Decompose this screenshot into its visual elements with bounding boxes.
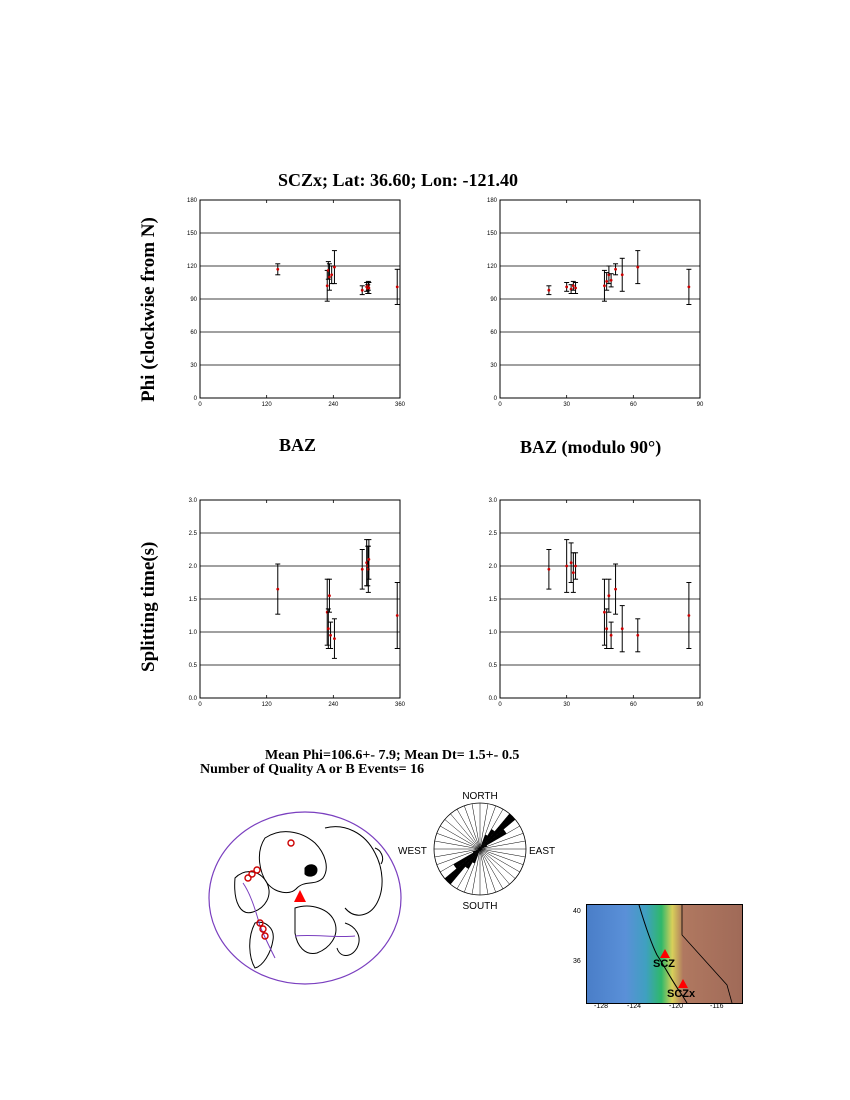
rose-label-east: EAST [529, 846, 556, 857]
error-bar-point [332, 619, 337, 659]
x-tick-label: 360 [394, 402, 406, 408]
data-point [574, 565, 577, 568]
data-point [276, 588, 279, 591]
rose-label-south: SOUTH [462, 901, 498, 912]
error-bar-point [635, 251, 640, 284]
figure-title: SCZx; Lat: 36.60; Lon: -121.40 [278, 170, 519, 190]
phi-vs-baz-modulo-chart [480, 190, 710, 408]
y-tick-label: 0.5 [488, 663, 497, 669]
data-point [605, 627, 608, 630]
y-tick-label: 150 [186, 231, 197, 237]
y-tick-label: 2.5 [188, 531, 197, 537]
data-point [327, 627, 330, 630]
map-lat-tick-40: 40 [573, 908, 581, 915]
baz-modulo-axis-label: BAZ (modulo 90°) [520, 437, 662, 457]
error-bar-point [546, 550, 551, 590]
y-tick-label: 150 [486, 231, 497, 237]
y-tick-label: 120 [486, 264, 497, 270]
x-tick-label: 30 [563, 702, 571, 708]
data-point [687, 286, 690, 289]
data-point [326, 284, 329, 287]
data-point [333, 637, 336, 640]
globe-outline [209, 812, 401, 984]
error-bar-point [395, 583, 400, 649]
data-point [547, 289, 550, 292]
x-tick-label: 60 [629, 702, 637, 708]
x-tick-label: 120 [261, 402, 272, 408]
data-point [570, 561, 573, 564]
y-tick-label: 180 [486, 198, 497, 204]
y-tick-label: 0.0 [188, 696, 197, 702]
data-point [574, 287, 577, 290]
x-tick-label: 0 [498, 402, 502, 408]
y-tick-label: 30 [190, 363, 197, 369]
data-point [603, 611, 606, 614]
station-label-scz: SCZ [653, 958, 675, 970]
y-tick-label: 90 [190, 297, 197, 303]
data-point [636, 634, 639, 637]
data-point [605, 280, 608, 283]
data-point [328, 276, 331, 279]
error-bar-point [609, 622, 614, 648]
y-tick-label: 1.5 [488, 597, 497, 603]
x-tick-label: 0 [498, 702, 502, 708]
error-bar-point [275, 264, 280, 275]
data-point [367, 558, 370, 561]
data-point [367, 287, 370, 290]
data-point [396, 286, 399, 289]
dt-vs-baz-modulo-chart [480, 490, 710, 708]
data-points [546, 540, 691, 652]
y-tick-label: 2.0 [488, 564, 497, 570]
map-lon-tick-124: -124 [627, 1003, 642, 1010]
station-marker-scz [660, 949, 670, 958]
data-point [330, 273, 333, 276]
error-bar-point [635, 619, 640, 652]
error-bar-point [360, 286, 365, 295]
data-point [565, 565, 568, 568]
data-point [603, 284, 606, 287]
data-point [572, 571, 575, 574]
error-bar-point [613, 264, 618, 275]
error-bar-point [360, 550, 365, 590]
data-point [621, 273, 624, 276]
data-point [610, 634, 613, 637]
x-tick-label: 120 [261, 702, 272, 708]
data-point [565, 286, 568, 289]
map-lon-tick-116: -116 [710, 1003, 724, 1010]
grid-lines [500, 233, 700, 365]
data-point [610, 279, 613, 282]
y-tick-label: 0.5 [188, 663, 197, 669]
x-tick-label: 90 [696, 702, 704, 708]
x-tick-label: 360 [394, 702, 406, 708]
x-tick-label: 0 [198, 402, 202, 408]
baz-axis-label: BAZ [279, 435, 317, 455]
data-point [621, 627, 624, 630]
y-tick-label: 2.5 [488, 531, 497, 537]
error-bar-point [613, 564, 618, 614]
x-tick-label: 60 [629, 402, 637, 408]
y-tick-label: 3.0 [488, 498, 497, 504]
mean-stats: Mean Phi=106.6+- 7.9; Mean Dt= 1.5+- 0.5 [265, 748, 520, 763]
event-count: Number of Quality A or B Events= 16 [200, 762, 425, 777]
station-label-sczx: SCZx [667, 988, 696, 1000]
data-point [328, 594, 331, 597]
data-point [547, 568, 550, 571]
x-tick-label: 0 [198, 702, 202, 708]
data-point [333, 266, 336, 269]
y-tick-label: 60 [190, 330, 197, 336]
y-tick-label: 60 [490, 330, 497, 336]
phi-axis-label: Phi (clockwise from N) [138, 217, 159, 402]
data-point [607, 594, 610, 597]
map-lon-tick-120: -120 [669, 1003, 684, 1010]
y-tick-label: 1.5 [188, 597, 197, 603]
y-tick-label: 1.0 [488, 630, 497, 636]
data-points [546, 251, 691, 305]
data-points [275, 251, 399, 305]
data-point [329, 634, 332, 637]
x-tick-label: 90 [696, 402, 704, 408]
map-lat-tick-36: 36 [573, 958, 581, 965]
fast-axis-rose-diagram [395, 788, 565, 913]
y-tick-label: 180 [186, 198, 197, 204]
data-point [276, 268, 279, 271]
dt-vs-baz-chart [180, 490, 410, 708]
error-bar-point [620, 606, 625, 652]
error-bar-point [564, 283, 569, 292]
x-tick-label: 240 [328, 702, 339, 708]
grid-lines [200, 533, 400, 665]
station-location-map [586, 904, 743, 1004]
error-bar-point [275, 564, 280, 614]
phi-vs-baz-chart [180, 190, 410, 408]
y-tick-label: 0 [493, 396, 497, 402]
dt-axis-label: Splitting time(s) [138, 541, 159, 672]
data-point [614, 268, 617, 271]
y-tick-label: 90 [490, 297, 497, 303]
y-tick-label: 30 [490, 363, 497, 369]
y-tick-label: 120 [186, 264, 197, 270]
y-tick-label: 1.0 [188, 630, 197, 636]
error-bar-point [686, 583, 691, 649]
rose-label-west: WEST [398, 846, 427, 857]
error-bar-point [332, 251, 337, 284]
x-tick-label: 30 [563, 402, 571, 408]
data-point [361, 568, 364, 571]
error-bar-point [606, 579, 611, 612]
y-tick-label: 2.0 [188, 564, 197, 570]
error-bar-point [546, 286, 551, 295]
event-globe-map [205, 808, 405, 988]
data-point [636, 266, 639, 269]
station-marker-sczx [678, 979, 688, 988]
error-bar-point [620, 258, 625, 291]
y-tick-label: 0.0 [488, 696, 497, 702]
grid-lines [500, 533, 700, 665]
map-lon-tick-128: -128 [594, 1003, 609, 1010]
y-tick-label: 0 [193, 396, 197, 402]
data-point [614, 588, 617, 591]
y-tick-label: 3.0 [188, 498, 197, 504]
data-point [687, 614, 690, 617]
data-point [361, 289, 364, 292]
data-point [396, 614, 399, 617]
x-tick-label: 240 [328, 402, 339, 408]
grid-lines [200, 233, 400, 365]
rose-label-north: NORTH [462, 791, 498, 802]
data-point [572, 284, 575, 287]
